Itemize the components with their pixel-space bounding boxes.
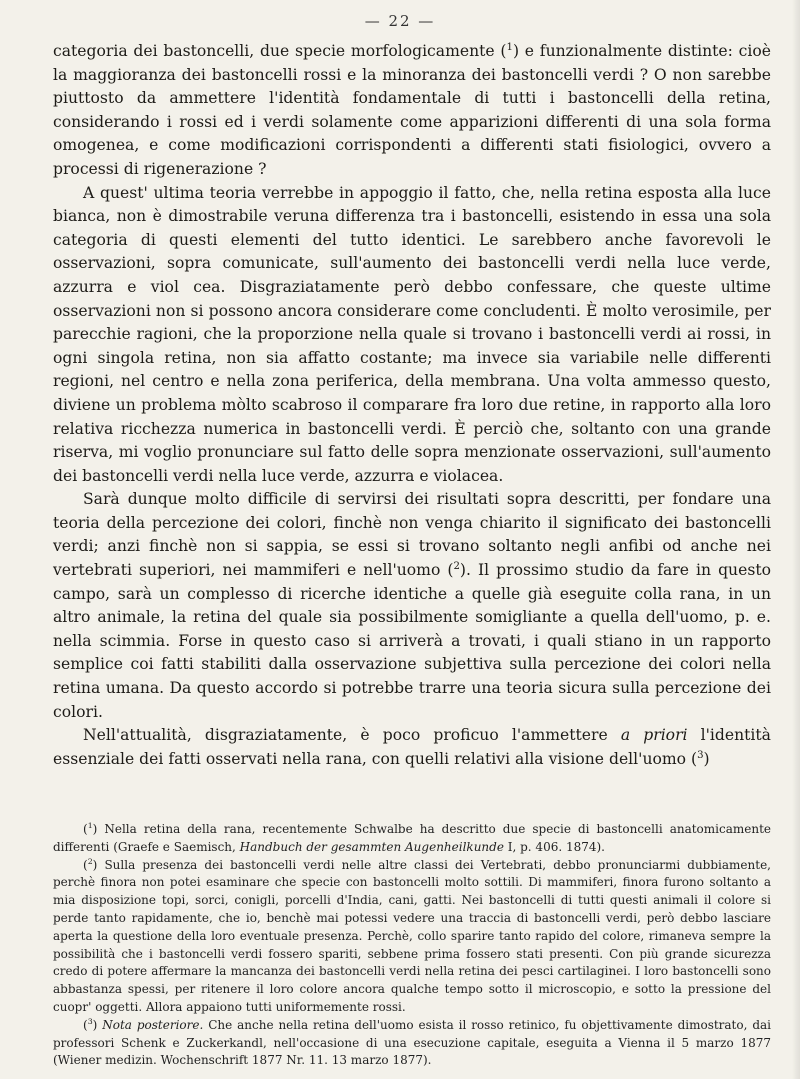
text-run: categoria dei bastoncelli, due specie morfologicamente ( bbox=[53, 42, 507, 60]
main-text bbox=[53, 40, 771, 771]
italic-text: Handbuch der gesammten Augenheilkunde bbox=[239, 839, 504, 854]
footnote bbox=[53, 1017, 771, 1070]
text-run: ) Nella retina della rana, recentemente Schwalbe ha descritto due specie di bastoncelli anatomicamente differenti (Graefe e Saemisch, bbox=[53, 822, 771, 854]
paragraph bbox=[53, 40, 771, 182]
text-run: ) Sulla presenza dei bastoncelli verdi nelle altre classi dei Vertebrati, debbo pronunciarmi dubbiamente, perchè finora non potei esaminare che specie con bastoncelli molto sottili. Di mammiferi, finora furono soltanto a mia disposizione topi, sorci, conigli, porcelli d'India, cani, gatti. Nei bastoncelli di tutti questi animali il colore si perde tanto rapidamente, che io, benchè mai potessi vedere una traccia di bastoncelli verdi, però debbo lasciare aperta la questione della loro eventuale presenza. Perchè, collo sparire tanto rapido del colore, rimaneva sempre la possibilità che i bastoncelli verdi fossero spariti, sebbene prima fossero stati presenti. Con più grande sicurezza credo di potere affermare la mancanza dei bastoncelli verdi nella retina dei pesci cartilaginei. I loro bastoncelli sono abbastanza spessi, per ritenere il loro colore ancora qualche tempo sotto il microscopio, e sotto la pressione del cuopr' oggetti. Allora appaiono tutti uniformemente rossi. bbox=[53, 857, 771, 1014]
footnote-marker: 3 bbox=[87, 1016, 93, 1026]
text-run: Sarà dunque molto difficile di servirsi dei risultati sopra descritti, per fondare una teoria della percezione dei colori, finchè non venga chiarito il significato dei bastoncelli verdi; anzi finchè non si sappia, se essi si trovano soltanto negli anfibi od anche nei vertebrati superiori, nei mammiferi e nell'uomo ( bbox=[53, 490, 771, 580]
text-run: ). Il prossimo studio da fare in questo campo, sarà un complesso di ricerche identiche a quelle già eseguite colla rana, in un altro animale, la retina del quale sia possibilmente somigliante a quella dell'uomo, p. e. nella scimmia. Forse in questo caso si arriverà a trovati, i quali stiano in un rapporto semplice coi fatti stabiliti dalla osservazione subjettiva sulla percezione dei colori nella retina umana. Da questo accordo si potrebbe trarre una teoria sicura sulla percezione dei colori. bbox=[53, 561, 771, 721]
footnote-marker: 2 bbox=[453, 560, 460, 572]
footnote-marker: 1 bbox=[87, 821, 93, 830]
footnote-marker: 3 bbox=[697, 749, 704, 761]
text-run: ( bbox=[83, 822, 88, 836]
footnote-marker: 1 bbox=[506, 41, 513, 53]
text-run: I, p. 406. 1874). bbox=[503, 839, 605, 854]
page-edge-shadow bbox=[792, 0, 800, 1079]
text-run: ( bbox=[83, 1017, 88, 1032]
text-run: ) bbox=[92, 1017, 103, 1032]
paragraph bbox=[53, 488, 771, 724]
footnote-marker: 2 bbox=[87, 856, 93, 866]
text-run: l'identità essenziale dei fatti osservati nella rana, con quelli relativi alla visione dell'uomo ( bbox=[53, 726, 771, 768]
text-run: ( bbox=[83, 857, 88, 872]
footnotes bbox=[53, 821, 771, 1070]
footnote bbox=[53, 821, 771, 857]
italic-text: Nota posteriore. bbox=[102, 1017, 204, 1032]
footnote bbox=[53, 857, 771, 1017]
paragraph bbox=[53, 182, 771, 489]
text-run: ) bbox=[703, 749, 710, 768]
page-number: — 22 — bbox=[364, 12, 436, 30]
text-run: Nell'attualità, disgraziatamente, è poco proficuo l'ammettere bbox=[83, 726, 621, 745]
text-run: A quest' ultima teoria verrebbe in appoggio il fatto, che, nella retina esposta alla luce bianca, non è dimostrabile veruna differenza tra i bastoncelli, esistendo in essa una sola categoria di questi elementi del tutto identici. Le sarebbero anche favorevoli le osservazioni, sopra comunicate, sull'aumento dei bastoncelli verdi nella luce verde, azzurra e viol cea. Disgraziatamente però debbo confessare, che queste ultime osservazioni non si possono ancora considerare come concludenti. È molto verosimile, per parecchie ragioni, che la proporzione nella quale si trovano i bastoncelli verdi ai rossi, in ogni singola retina, non sia affatto costante; ma invece sia variabile nelle differenti regioni, nel centro e nella zona periferica, della membrana. Una volta ammesso questo, diviene un problema mòlto scabroso il comparare fra loro due retine, in rapporto alla loro relativa ricchezza numerica in bastoncelli verdi. È perciò che, soltanto con una grande riserva, mi voglio pronunciare sul fatto delle sopra menzionate osservazioni, sull'aumento dei bastoncelli verdi nella luce verde, azzurra e violacea. bbox=[53, 183, 771, 485]
text-run: Che anche nella retina dell'uomo esista il rosso retinico, fu objettivamente dimostrato, dai professori Schenk e Zuckerkandl, nell'occasione di una esecuzione capitale, eseguita a Vienna il 5 marzo 1877 (Wiener medizin. Wochenschrift 1877 Nr. 11. 13 marzo 1877). bbox=[53, 1017, 771, 1068]
italic-text: a priori bbox=[620, 726, 688, 745]
paragraph bbox=[53, 724, 771, 771]
text-run: ) e funzionalmente distinte: cioè la maggioranza dei bastoncelli rossi e la minoranza dei bastoncelli verdi ? O non sarebbe piuttosto da ammettere l'identità fondamentale di tutti i bastoncelli della retina, considerando i rossi ed i verdi solamente come apparizioni differenti di una sola forma omogenea, e come modificazioni corrispondenti a differenti stati fisiologici, ovvero a processi di rigenerazione ? bbox=[53, 42, 772, 178]
